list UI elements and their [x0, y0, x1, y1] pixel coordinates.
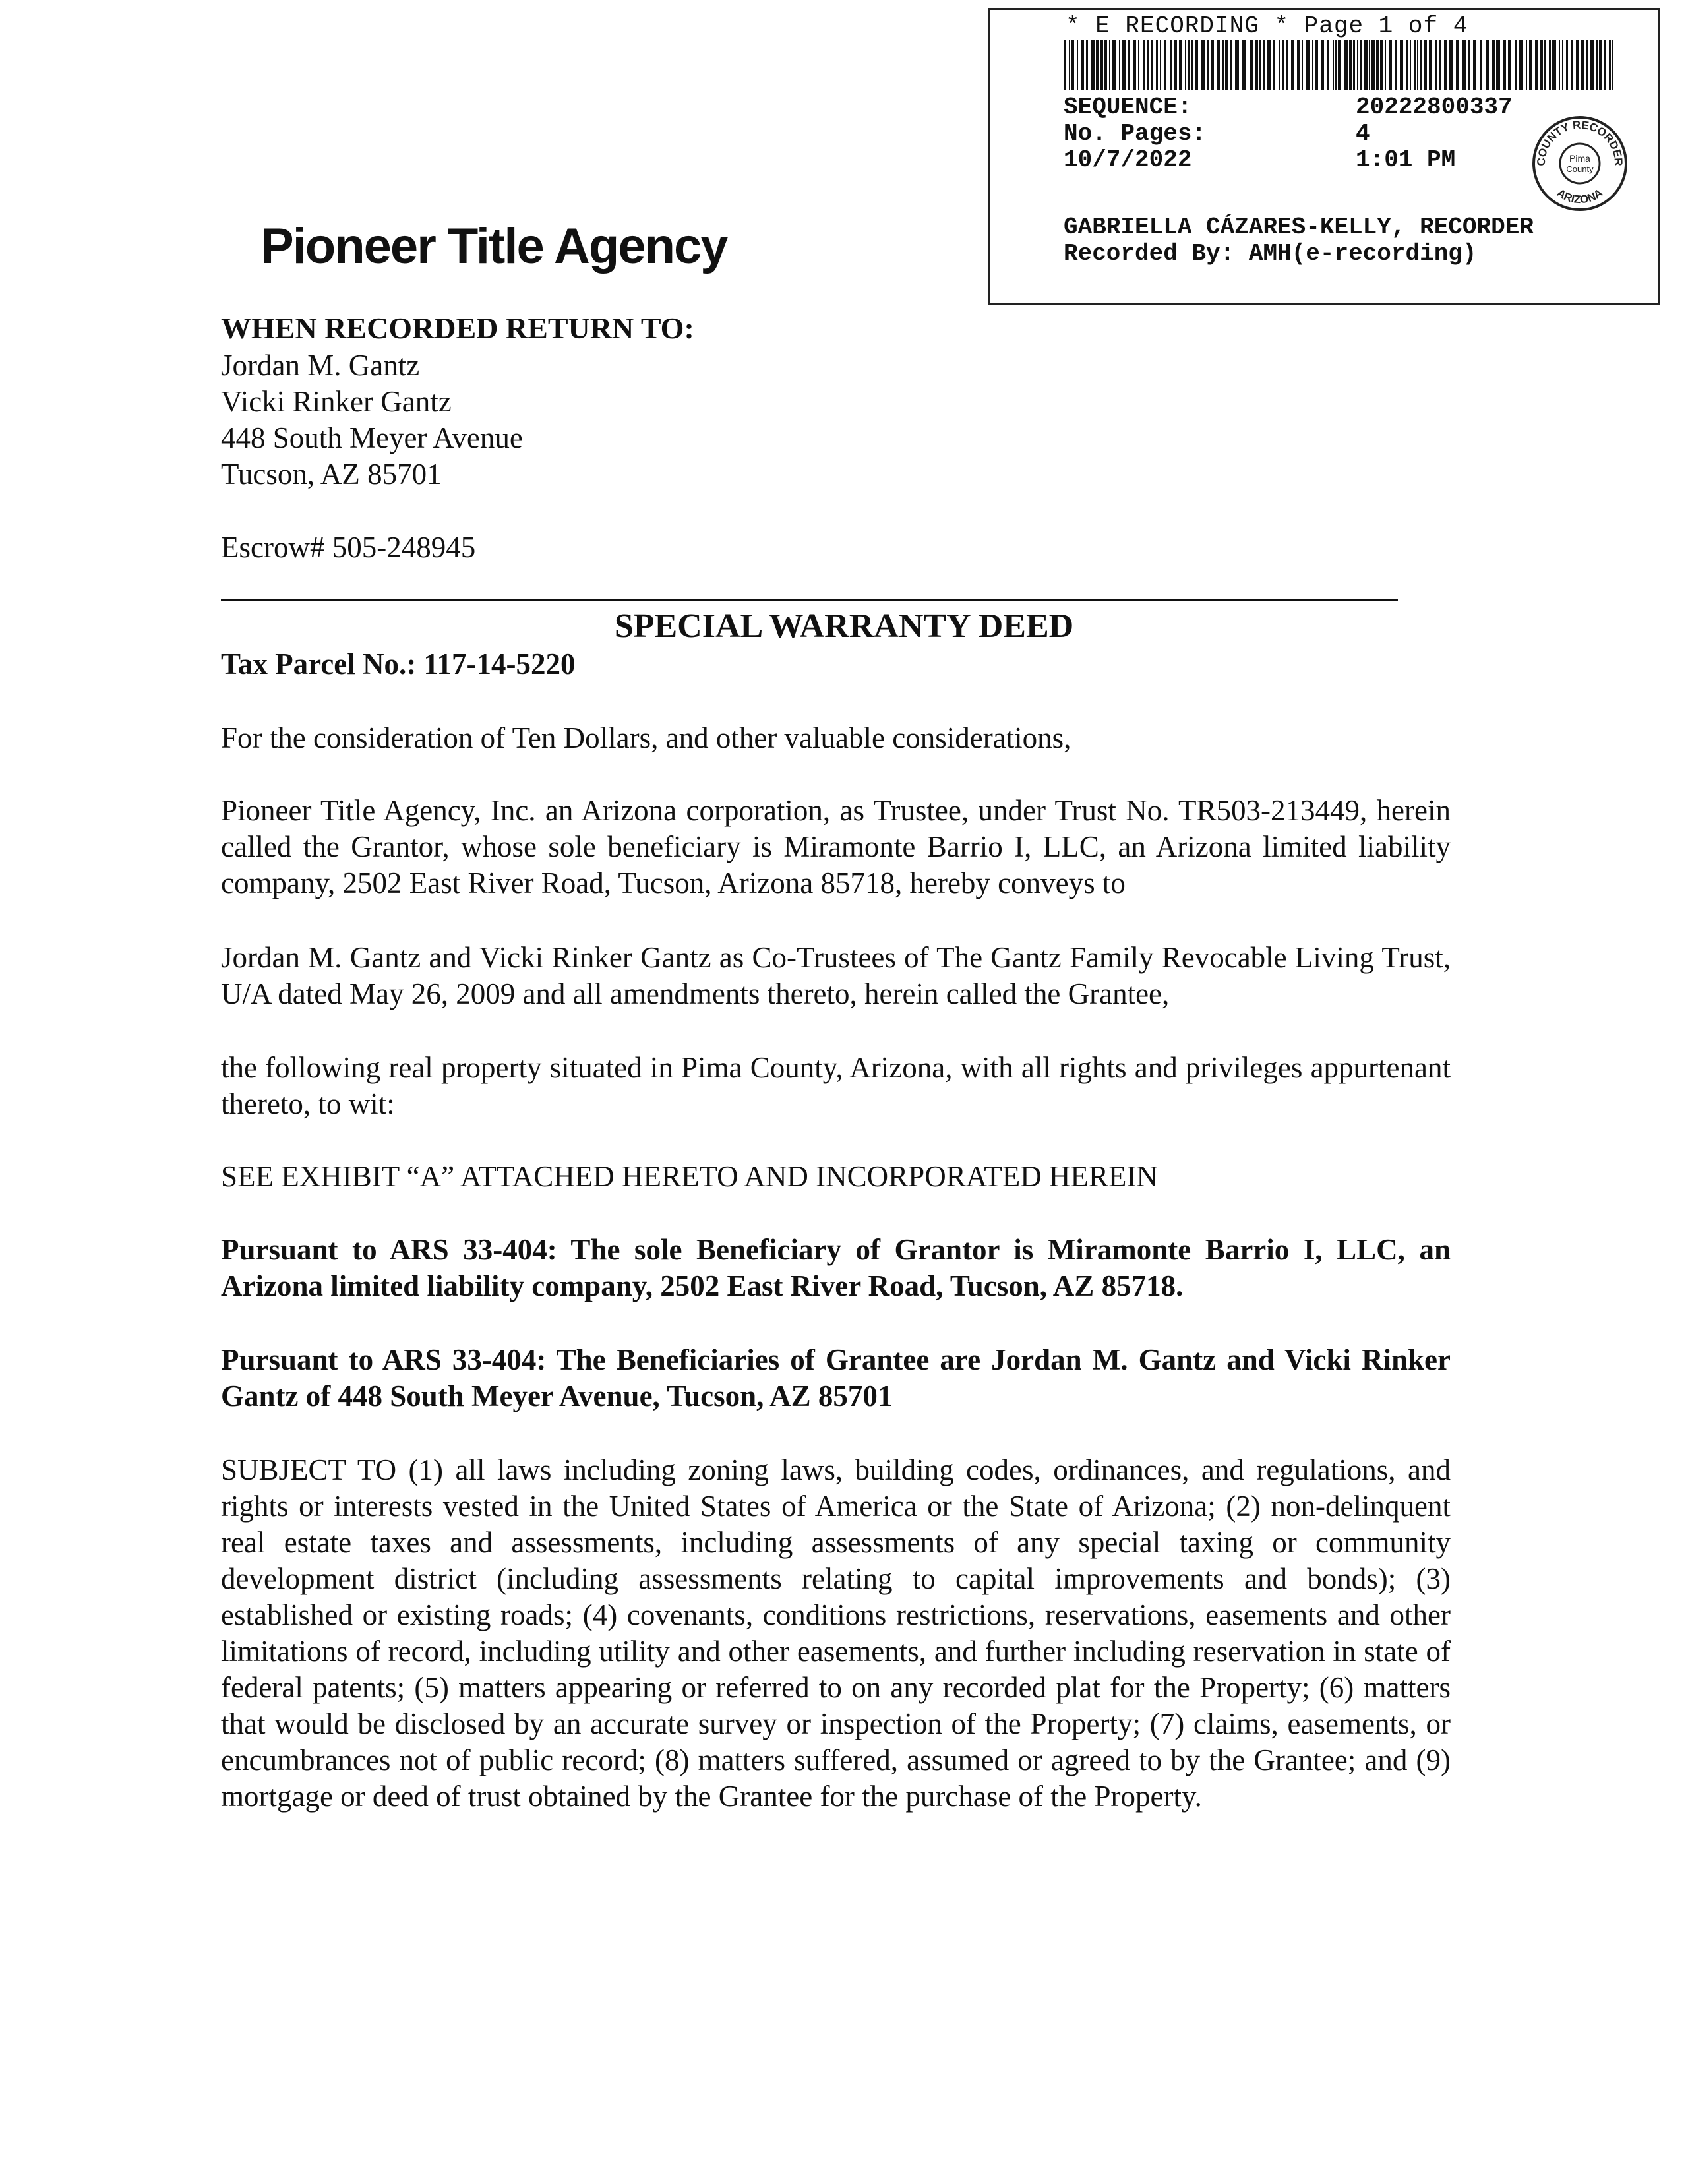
barcode-bar	[1424, 40, 1427, 90]
barcode-bar	[1222, 40, 1224, 90]
barcode-bar	[1357, 40, 1358, 90]
barcode-bar	[1486, 40, 1489, 90]
barcode-bar	[1410, 40, 1411, 90]
return-line-3: 448 South Meyer Avenue	[221, 421, 523, 454]
barcode-bar	[1286, 40, 1288, 90]
barcode-bar	[1349, 40, 1352, 90]
svg-text:ARIZONA	[1555, 187, 1605, 206]
barcode-bar	[1549, 40, 1551, 90]
barcode-bar	[1406, 40, 1408, 90]
barcode-bar	[1156, 40, 1158, 90]
sequence-label: SEQUENCE:	[1064, 94, 1192, 121]
barcode-bar	[1590, 40, 1594, 90]
barcode-bar	[1211, 40, 1214, 90]
barcode-bar	[1380, 40, 1383, 90]
recording-time: 1:01 PM	[1356, 146, 1456, 173]
barcode-bar	[1273, 40, 1275, 90]
barcode-bar	[1086, 40, 1088, 90]
barcode-bar	[1468, 40, 1470, 90]
barcode-bar	[1207, 40, 1209, 90]
pages-value: 4	[1356, 120, 1370, 147]
ars-grantor-paragraph: Pursuant to ARS 33-404: The sole Beneficiary of Grantor is Miramonte Barrio I, LLC, an Arizona limited liability company, 2502 East River Road, Tucson, AZ 85718.	[221, 1233, 1451, 1302]
barcode-bar	[1217, 40, 1220, 90]
barcode-bar	[1081, 40, 1084, 90]
barcode-bar	[1338, 40, 1341, 90]
barcode-bar	[1282, 40, 1284, 90]
barcode-bar	[1562, 40, 1563, 90]
barcode-bar	[1225, 40, 1228, 90]
barcode-bar	[1462, 40, 1466, 90]
barcode-bar	[1315, 40, 1318, 90]
recording-stamp	[988, 8, 1660, 305]
sequence-value: 20222800337	[1356, 94, 1513, 121]
barcode-bar	[1420, 40, 1422, 90]
barcode-bar	[1552, 40, 1556, 90]
barcode-bar	[1185, 40, 1186, 90]
barcode-bar	[1064, 40, 1066, 90]
barcode-bar	[1191, 40, 1193, 90]
county-recorder-seal	[1530, 114, 1629, 213]
barcode-bar	[1143, 40, 1145, 90]
barcode-bar	[1449, 40, 1453, 90]
barcode-bar	[1540, 40, 1543, 90]
barcode-bar	[1544, 40, 1546, 90]
barcode-bar	[1344, 40, 1348, 90]
seal-center-1: Pima	[1569, 153, 1590, 164]
barcode-bar	[1529, 40, 1532, 90]
barcode-bar	[1596, 40, 1598, 90]
recorded-by: Recorded By: AMH(e-recording)	[1064, 240, 1477, 267]
barcode-bar	[1279, 40, 1280, 90]
barcode-bar	[1188, 40, 1190, 90]
barcode-bar	[1100, 40, 1103, 90]
barcode-bar	[1091, 40, 1095, 90]
barcode-bar	[1364, 40, 1368, 90]
deed-title: SPECIAL WARRANTY DEED	[614, 607, 1074, 645]
ars-grantee-paragraph: Pursuant to ARS 33-404: The Beneficiaries of Grantee are Jordan M. Gantz and Vicki Rinker Gantz of 448 South Meyer Avenue, Tucson, AZ 85701	[221, 1343, 1451, 1412]
barcode-bar	[1259, 40, 1261, 90]
seal-top-text: COUNTY RECORDER	[1534, 118, 1625, 166]
barcode-bar	[1376, 40, 1379, 90]
barcode-bar	[1496, 40, 1500, 90]
barcode-bar	[1417, 40, 1418, 90]
barcode-bar	[1526, 40, 1527, 90]
barcode-bar	[1297, 40, 1300, 90]
tax-parcel: Tax Parcel No.: 117-14-5220	[221, 648, 576, 681]
barcode-bar	[1503, 40, 1506, 90]
barcode-bar	[1164, 40, 1166, 90]
barcode-bar	[1201, 40, 1205, 90]
grantee-paragraph: Jordan M. Gantz and Vicki Rinker Gantz as Co-Trustees of The Gantz Family Revocable Living Trust, U/A dated May 26, 2009 and all amendments thereto, herein called the Grantee,	[221, 941, 1451, 1010]
escrow-number: Escrow# 505-248945	[221, 531, 476, 564]
barcode-bar	[1109, 40, 1110, 90]
stamp-header: * E RECORDING * Page 1 of 4	[1066, 13, 1468, 40]
barcode-bar	[1576, 40, 1579, 90]
barcode-bar	[1480, 40, 1482, 90]
barcode-bar	[1267, 40, 1271, 90]
barcode-bar	[1400, 40, 1403, 90]
barcode-bar	[1242, 40, 1246, 90]
barcode-bar	[1335, 40, 1337, 90]
return-line-4: Tucson, AZ 85701	[221, 458, 442, 491]
barcode-bar	[1104, 40, 1107, 90]
barcode-bar	[1302, 40, 1303, 90]
barcode-bar	[1195, 40, 1198, 90]
barcode-bar	[1444, 40, 1447, 90]
barcode-bar	[1174, 40, 1177, 90]
barcode-bar	[1369, 40, 1370, 90]
barcode-bar	[1414, 40, 1416, 90]
recording-date: 10/7/2022	[1064, 146, 1192, 173]
barcode-bar	[1473, 40, 1476, 90]
barcode-bar	[1071, 40, 1074, 90]
barcode-bar	[1492, 40, 1495, 90]
barcode-bar	[1456, 40, 1459, 90]
barcode-bar	[1179, 40, 1182, 90]
barcode-bar	[1327, 40, 1329, 90]
barcode-bar	[1230, 40, 1232, 90]
barcode-bar	[1515, 40, 1517, 90]
barcode-bar	[1069, 40, 1070, 90]
barcode-bar	[1372, 40, 1375, 90]
subject-to-paragraph: SUBJECT TO (1) all laws including zoning laws, building codes, ordinances, and regulations, and rights or interests vested in the United States of America or the State of Arizona; (2) non-delinquent real estate taxes and assessments, including assessments of any special taxing or community development district (including assessments relating to capital improvements and bonds); (3) established or existing roads; (4) covenants, conditions restrictions, reservations, easements and other limitations of record, including utility and other easements, and further including reservation in state of federal patents; (5) matters appearing or referred to on any recorded plat for the Property; (6) matters that would be disclosed by an accurate survey or inspection of the Property; (7) claims, easements, or encumbrances not of public record; (8) matters suffered, assumed or agreed to by the Grantee; and (9) mortgage or deed of trust obtained by the Grantee for the purchase of the Property.	[221, 1453, 1451, 1813]
barcode-bar	[1077, 40, 1078, 90]
barcode-bar	[1609, 40, 1611, 90]
barcode-bar	[1435, 40, 1437, 90]
grantor-paragraph: Pioneer Title Agency, Inc. an Arizona corporation, as Trustee, under Trust No. TR503-213449, herein called the Grantor, whose sole beneficiary is Miramonte Barrio I, LLC, an Arizona limited liability company, 2502 East River Road, Tucson, Arizona 85718, hereby conveys to	[221, 794, 1451, 899]
divider-rule	[221, 599, 1398, 601]
barcode-bar	[1360, 40, 1362, 90]
barcode-bar	[1122, 40, 1126, 90]
barcode-bar	[1385, 40, 1386, 90]
barcode-bar	[1389, 40, 1392, 90]
property-paragraph: the following real property situated in Pima County, Arizona, with all rights and privileges appurtenant thereto, to wit:	[221, 1051, 1451, 1120]
barcode-bar	[1306, 40, 1310, 90]
barcode-bar	[1147, 40, 1149, 90]
barcode-bar	[1291, 40, 1294, 90]
barcode-bar	[1395, 40, 1397, 90]
barcode-bar	[1353, 40, 1355, 90]
barcode-bar	[1250, 40, 1253, 90]
barcode-bar	[1263, 40, 1265, 90]
barcode-bar	[1321, 40, 1324, 90]
recorder-name: GABRIELLA CÁZARES-KELLY, RECORDER	[1064, 214, 1534, 241]
barcode-bar	[1508, 40, 1511, 90]
consideration-paragraph: For the consideration of Ten Dollars, and other valuable considerations,	[221, 721, 1071, 754]
barcode	[1064, 40, 1617, 90]
barcode-bar	[1255, 40, 1258, 90]
barcode-bar	[1559, 40, 1560, 90]
barcode-bar	[1133, 40, 1136, 90]
barcode-bar	[1571, 40, 1573, 90]
barcode-bar	[1586, 40, 1588, 90]
barcode-bar	[1333, 40, 1334, 90]
return-line-2: Vicki Rinker Gantz	[221, 385, 452, 418]
barcode-bar	[1599, 40, 1602, 90]
seal-center-2: County	[1566, 164, 1594, 174]
company-logo: Pioneer Title Agency	[260, 218, 727, 274]
barcode-bar	[1128, 40, 1130, 90]
barcode-bar	[1235, 40, 1239, 90]
exhibit-reference: SEE EXHIBIT “A” ATTACHED HERETO AND INCORPORATED HEREIN	[221, 1160, 1158, 1193]
barcode-bar	[1160, 40, 1161, 90]
return-line-1: Jordan M. Gantz	[221, 349, 420, 382]
barcode-bar	[1439, 40, 1441, 90]
barcode-bar	[1096, 40, 1099, 90]
barcode-bar	[1604, 40, 1606, 90]
barcode-bar	[1535, 40, 1538, 90]
barcode-bar	[1170, 40, 1172, 90]
barcode-bar	[1612, 40, 1613, 90]
barcode-bar	[1581, 40, 1584, 90]
barcode-bar	[1312, 40, 1313, 90]
barcode-bar	[1566, 40, 1568, 90]
return-to-heading: WHEN RECORDED RETURN TO:	[221, 311, 694, 345]
barcode-bar	[1119, 40, 1120, 90]
barcode-bar	[1519, 40, 1523, 90]
barcode-bar	[1429, 40, 1432, 90]
barcode-bar	[1112, 40, 1116, 90]
barcode-bar	[1138, 40, 1139, 90]
pages-label: No. Pages:	[1064, 120, 1207, 147]
seal-bottom-text: ARIZONA	[1554, 186, 1606, 206]
barcode-bar	[1151, 40, 1153, 90]
